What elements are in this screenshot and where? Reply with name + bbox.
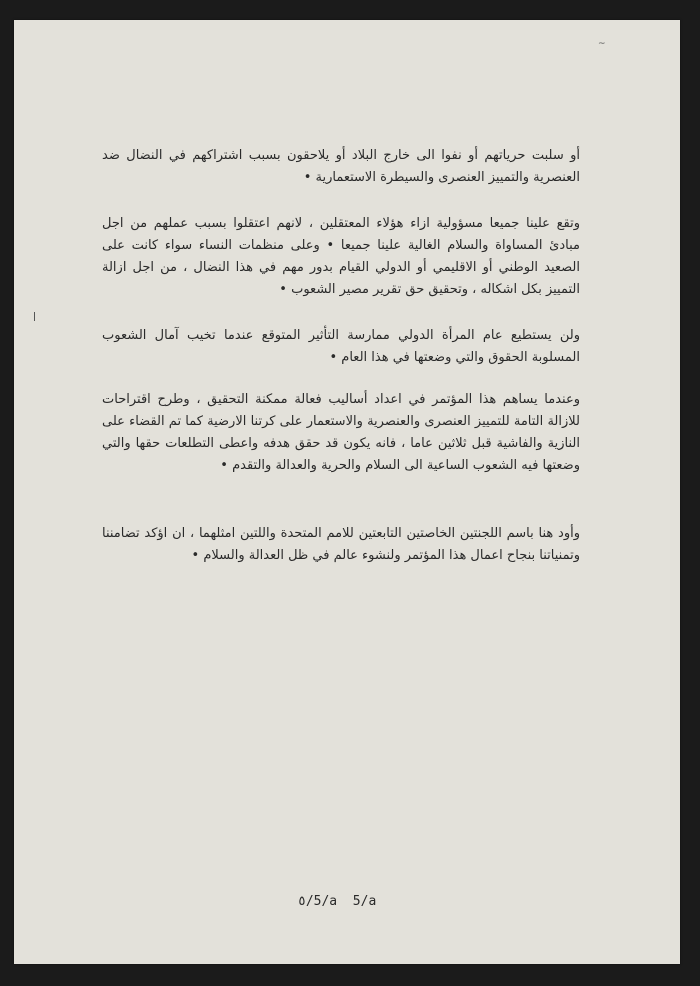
page-footer-reference: ٥/5/a 5/a <box>298 894 377 909</box>
margin-mark <box>34 312 35 321</box>
paragraph: وعندما يساهم هذا المؤتمر في اعداد أساليب فعالة ممكنة التحقيق ، وطرح اقتراحات للازالة التامة للتمييز العنصرى والعنصرية والاستعمار على كرتنا الارضية كما تم القضاء على النازية والفاشية قبل ثلاثين عاما ، فانه يكون قد حقق هدفه واعطى التطلعات حقها والتي وضعتها فيه الشعوب الساعية الى السلام والحرية والعدالة والتقدم • <box>102 392 580 473</box>
staple-mark: ~ <box>598 39 606 49</box>
paragraph: ولن يستطيع عام المرأة الدولي ممارسة التأثير المتوقع عندما تخيب آمال الشعوب المسلوبة الحقوق والتي وضعتها في هذا العام • <box>102 328 580 365</box>
document-page <box>14 20 680 964</box>
paragraph: وتقع علينا جميعا مسؤولية ازاء هؤلاء المعتقلين ، لانهم اعتقلوا بسبب عملهم من اجل مبادئ المساواة والسلام الغالية علينا جميعا • وعلى منظمات النساء سواء كانت على الصعيد الوطني أو الاقليمي أو الدولي القيام بدور مهم في هذا النضال ، من اجل ازالة التمييز بكل اشكاله ، وتحقيق حق تقرير مصير الشعوب • <box>102 216 580 297</box>
paragraph: وأود هنا باسم اللجنتين الخاصتين التابعتين للامم المتحدة واللتين امثلهما ، ان اؤكد تضامننا وتمنياتنا بنجاح اعمال هذا المؤتمر ولنشوء عالم في ظل العدالة والسلام • <box>102 526 580 563</box>
paragraph: أو سلبت حرياتهم أو نفوا الى خارج البلاد أو يلاحقون بسبب اشتراكهم في النضال ضد العنصرية والتمييز العنصرى والسيطرة الاستعمارية • <box>102 148 580 185</box>
